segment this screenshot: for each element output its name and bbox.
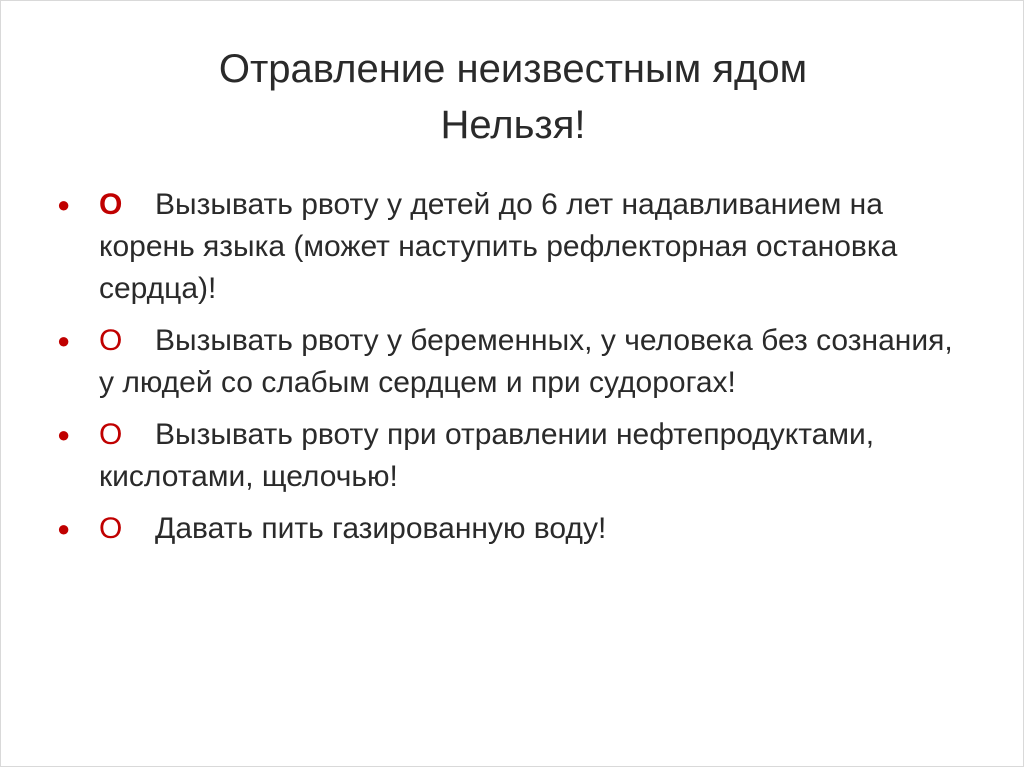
bullet-item [55, 184, 955, 310]
bullet-text: Вызывать рвоту у детей до 6 лет надавливанием на корень языка (может наступить рефлекторная остановка сердца)! [99, 188, 898, 305]
bullet-marker: О [99, 188, 123, 221]
bullet-dot-icon: ● [57, 422, 71, 447]
bullet-item [55, 414, 955, 498]
bullet-list [55, 184, 955, 560]
bullet-text: Вызывать рвоту у беременных, у человека без сознания, у людей со слабым сердцем и при судорогах! [99, 324, 953, 399]
bullet-marker: О [99, 512, 123, 545]
title-line-1: Отравление неизвестным ядом [218, 47, 808, 91]
bullet-item [55, 320, 955, 404]
bullet-text: Давать пить газированную воду! [155, 512, 607, 545]
bullet-marker: О [99, 324, 123, 357]
bullet-dot-icon: ● [57, 516, 71, 541]
slide-title [1, 41, 1024, 153]
bullet-dot-icon: ● [57, 192, 71, 217]
bullet-text: Вызывать рвоту при отравлении нефтепродуктами, кислотами, щелочью! [99, 418, 875, 493]
bullet-dot-icon: ● [57, 328, 71, 353]
bullet-marker: О [99, 418, 123, 451]
title-line-2: Нельзя! [440, 103, 586, 147]
bullet-item [55, 508, 955, 550]
